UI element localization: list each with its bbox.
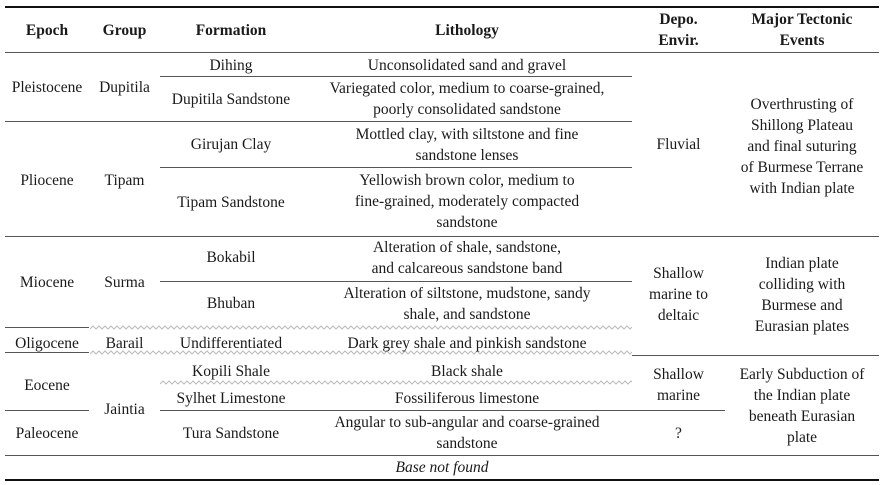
lithology-bhuban: Alteration of siltstone, mudstone, sandy shale, and sandstone [343, 285, 591, 323]
rule-girujan [160, 167, 632, 168]
epoch-miocene: Miocene [19, 274, 75, 291]
header-group: Group [102, 22, 147, 39]
formation-bokabil: Bokabil [206, 249, 256, 266]
depo-shallow-marine-deltaic: Shallow marine to deltaic [649, 265, 708, 324]
header-bottom-rule [5, 52, 879, 53]
epoch-paleocene: Paleocene [15, 425, 79, 442]
table-top-border [5, 6, 879, 8]
depo-unknown: ? [675, 425, 682, 442]
formation-dupitila-sandstone: Dupitila Sandstone [171, 91, 291, 108]
epoch-oligocene: Oligocene [15, 335, 79, 352]
header-depo-envir: Depo. Envir. [658, 11, 699, 49]
group-tipam: Tipam [104, 172, 145, 189]
group-jaintia: Jaintia [104, 401, 145, 418]
rule-bokabil [160, 281, 632, 282]
formation-tura-sandstone: Tura Sandstone [182, 425, 280, 442]
tectonic-subduction: Early Subduction of the Indian plate beneath Eurasian plate [739, 366, 865, 446]
depo-shallow-marine: Shallow marine [653, 366, 704, 404]
lithology-girujan-clay: Mottled clay, with siltstone and fine sandstone lenses [355, 126, 579, 164]
formation-undifferentiated: Undifferentiated [179, 335, 283, 352]
group-surma: Surma [104, 274, 145, 291]
group-dupitila: Dupitila [99, 79, 150, 96]
header-tectonic-events: Major Tectonic Events [751, 11, 853, 49]
epoch-pliocene: Pliocene [20, 172, 74, 189]
epoch-pleistocene: Pleistocene [11, 79, 83, 96]
formation-kopili-shale: Kopili Shale [192, 363, 270, 380]
tectonic-overthrusting: Overthrusting of Shillong Plateau and final suturing of Burmese Terrane with Indian plate [740, 96, 864, 197]
base-not-found-note: Base not found [395, 459, 489, 476]
formation-tipam-sandstone: Tipam Sandstone [177, 194, 285, 211]
formation-dihing: Dihing [209, 57, 253, 74]
lithology-kopili-shale: Black shale [431, 363, 503, 380]
rule-pleistocene [5, 121, 632, 122]
formation-bhuban: Bhuban [206, 295, 256, 312]
lithology-undifferentiated: Dark grey shale and pinkish sandstone [347, 335, 587, 352]
header-formation: Formation [195, 22, 267, 39]
lithology-bokabil: Alteration of shale, sandstone, and calcareous sandstone band [371, 239, 563, 277]
formation-girujan-clay: Girujan Clay [190, 136, 272, 153]
rule-dihing [160, 76, 632, 77]
tectonic-collision: Indian plate colliding with Burmese and Eurasian plates [754, 255, 850, 335]
rule-miocene-oligocene-right [632, 355, 879, 356]
unconformity-miocene-oligocene [90, 325, 632, 331]
rule-miocene-epoch [5, 327, 89, 328]
table-bottom-border [5, 479, 879, 481]
group-barail: Barail [105, 335, 144, 352]
header-lithology: Lithology [435, 22, 499, 39]
lithology-sylhet-limestone: Fossiliferous limestone [394, 390, 540, 407]
rule-eocene-epoch [5, 410, 89, 411]
lithology-dihing: Unconsolidated sand and gravel [367, 57, 567, 74]
epoch-eocene: Eocene [24, 377, 70, 394]
depo-fluvial: Fluvial [656, 136, 701, 153]
lithology-tipam-sandstone: Yellowish brown color, medium to fine-grained, moderately compacted sandstone [354, 172, 580, 231]
formation-sylhet-limestone: Sylhet Limestone [176, 390, 286, 407]
lithology-dupitila-sandstone: Variegated color, medium to coarse-grained, poorly consolidated sandstone [329, 80, 605, 118]
header-epoch: Epoch [25, 22, 69, 39]
rule-paleocene [5, 455, 879, 456]
lithology-tura-sandstone: Angular to sub-angular and coarse-grained sandstone [334, 414, 600, 452]
rule-sylhet [160, 410, 725, 411]
